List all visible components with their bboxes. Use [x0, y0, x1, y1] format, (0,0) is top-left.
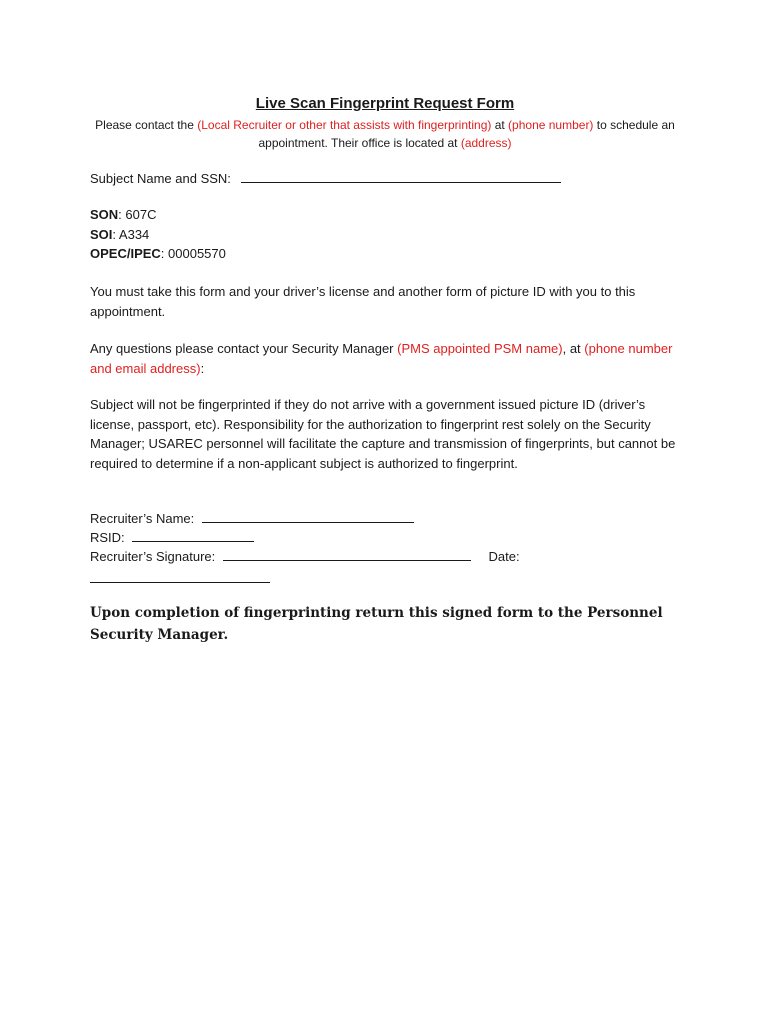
rsid-field[interactable]: [132, 528, 254, 542]
soi-line: [90, 225, 690, 245]
subject-label: Subject Name and SSN:: [90, 171, 231, 186]
address-placeholder: (address): [460, 136, 512, 150]
codes-block: [90, 205, 690, 264]
policy-paragraph: Subject will not be fingerprinted if they do not arrive with a government issued picture ID (driver’s license, passport, etc). Responsibility for the authorization to fingerprint rest solely on the Security Manager; USAREC personnel will facilitate the capture and transmission of fingerprints, but cannot be required to determine if a non-applicant subject is authorized to fingerprint.: [90, 397, 676, 471]
date-field[interactable]: [90, 569, 270, 583]
subject-name-ssn-field[interactable]: [241, 169, 561, 183]
phone-placeholder: (phone number): [508, 118, 594, 132]
recruiter-name-row: [90, 509, 414, 528]
subject-row: [90, 169, 561, 188]
questions-text-3: :: [200, 360, 205, 376]
recruiter-signature-field[interactable]: [223, 547, 471, 561]
date-label: Date:: [488, 549, 520, 564]
contact-placeholder: (phone number and email address): [90, 341, 673, 376]
rsid-label: RSID:: [90, 530, 125, 545]
form-title: Live Scan Fingerprint Request Form: [255, 95, 515, 112]
son-line: [90, 205, 690, 225]
opec-value: : 00005570: [160, 246, 226, 261]
opec-line: [90, 244, 690, 264]
recruiter-name-field[interactable]: [202, 509, 414, 523]
closing-instruction: Upon completion of fingerprinting return this signed form to the Personnel Security Manager.: [90, 605, 663, 643]
soi-label: SOI: [90, 226, 113, 242]
soi-value: : A334: [112, 226, 150, 242]
recruiter-signature-label: Recruiter’s Signature:: [90, 549, 216, 564]
id-instruction: You must take this form and your driver’s license and another form of picture ID with you to this appointment.: [90, 284, 636, 319]
recruiter-name-label: Recruiter’s Name:: [90, 511, 195, 526]
signature-row: [90, 547, 520, 566]
intro-paragraph: [90, 116, 680, 152]
psm-placeholder: (PMS appointed PSM name): [397, 341, 563, 356]
opec-label: OPEC/IPEC: [90, 246, 161, 261]
questions-paragraph: [90, 339, 690, 378]
intro-text-2: at: [491, 118, 509, 132]
questions-text-2: , at: [562, 341, 585, 356]
recruiter-placeholder: (Local Recruiter or other that assists with fingerprinting): [197, 118, 492, 132]
son-label: SON: [90, 207, 119, 222]
questions-text-1: Any questions please contact your Security Manager: [90, 341, 398, 356]
intro-text-1: Please contact the: [95, 118, 198, 132]
intro-text-3: to schedule an appointment. Their office is located at: [258, 118, 675, 150]
son-value: : 607C: [118, 207, 157, 222]
rsid-row: [90, 528, 254, 547]
